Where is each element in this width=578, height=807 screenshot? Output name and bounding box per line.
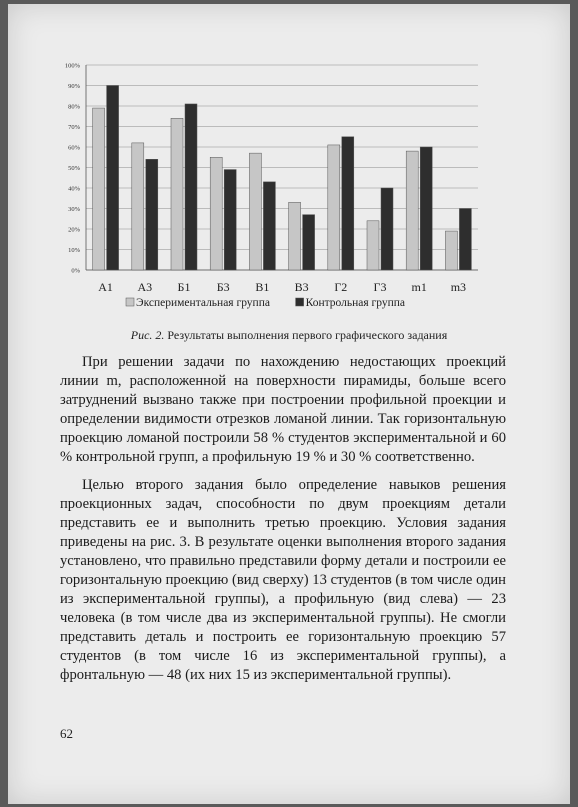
- x-tick-label: m3: [450, 280, 467, 294]
- x-tick-label: А1: [98, 280, 113, 294]
- y-tick-label: 10%: [68, 247, 80, 254]
- bar-experimental: [406, 151, 418, 270]
- y-tick-label: 0%: [71, 267, 80, 275]
- bar-control: [381, 188, 393, 270]
- y-tick-label: 30%: [68, 206, 80, 213]
- x-tick-label: А3: [137, 280, 153, 294]
- bar-experimental: [249, 153, 261, 270]
- bar-control: [459, 209, 471, 271]
- bar-chart: [8, 4, 570, 334]
- bar-experimental: [210, 157, 222, 270]
- y-tick-label: 60%: [68, 144, 80, 152]
- x-tick-label: Б1: [177, 280, 191, 294]
- x-tick-label: Г3: [373, 280, 387, 294]
- y-tick-label: 70%: [68, 124, 80, 131]
- figure-label: Рис. 2.: [130, 328, 165, 342]
- legend-swatch: [296, 298, 304, 306]
- legend-swatch: [126, 298, 134, 306]
- page-number: 62: [60, 726, 73, 741]
- paragraph-1: При решении задачи по нахождению недостающих проекций линии m, расположенной на поверхности пирамиды, больше всего затруднений вызвано также при построении профильной проекции и определении видимости отрезков ломаной линии. Так горизонтальную проекцию ломаной построили 58 % студентов экспериментальной и 60 % контрольной групп, а профильную 19 % и 30 % соответственно.: [60, 354, 506, 465]
- x-tick-label: В1: [255, 280, 270, 294]
- x-tick-label: Г2: [334, 280, 348, 294]
- body-text: [60, 353, 506, 694]
- bar-control: [146, 159, 158, 270]
- y-tick-label: 90%: [68, 83, 80, 90]
- legend-label: Экспериментальная группа: [136, 297, 270, 309]
- legend-label: Контрольная группа: [305, 297, 406, 309]
- bar-control: [420, 147, 432, 270]
- bar-experimental: [445, 231, 457, 270]
- bar-control: [342, 137, 354, 270]
- y-tick-label: 100%: [64, 62, 80, 70]
- x-tick-label: В3: [294, 280, 309, 294]
- bar-experimental: [93, 108, 105, 270]
- y-tick-label: 80%: [68, 103, 80, 111]
- paragraph-2: Целью второго задания было определение навыков решения проекционных задач, способности по двум проекциям детали представить ее и выполнить третью проекцию. Условия задания приведены на рис. 3. В результате оценки выполнения второго задания установлено, что правильно представили форму детали и построили ее горизонтальную проекцию (вид сверху) 13 студентов (в том числе один из экспериментальной группы), а профильную (вид слева) — 23 человека (в том числе два из экспериментальной группы). Не смогли представить деталь и построить ее горизонтальную проекцию 57 студентов (в том числе 16 из экспериментальной группы), а фронтальную — 48 (их них 15 из экспериментальной группы).: [60, 477, 506, 683]
- bar-experimental: [171, 118, 183, 270]
- y-tick-label: 20%: [68, 226, 80, 234]
- book-page: [8, 4, 570, 804]
- bar-experimental: [367, 221, 379, 270]
- x-tick-label: m1: [411, 280, 427, 294]
- chart-svg: [8, 4, 570, 334]
- y-tick-label: 50%: [68, 165, 80, 172]
- bar-control: [185, 104, 197, 270]
- figure-caption: [8, 328, 570, 343]
- bar-experimental: [328, 145, 340, 270]
- figure-caption-text: Результаты выполнения первого графического задания: [164, 328, 448, 342]
- x-tick-label: Б3: [216, 280, 230, 294]
- bar-experimental: [289, 202, 301, 270]
- bar-control: [107, 86, 119, 271]
- bar-control: [224, 170, 236, 270]
- y-tick-label: 40%: [68, 185, 80, 193]
- bar-control: [303, 215, 315, 270]
- bar-control: [263, 182, 275, 270]
- bar-experimental: [132, 143, 144, 270]
